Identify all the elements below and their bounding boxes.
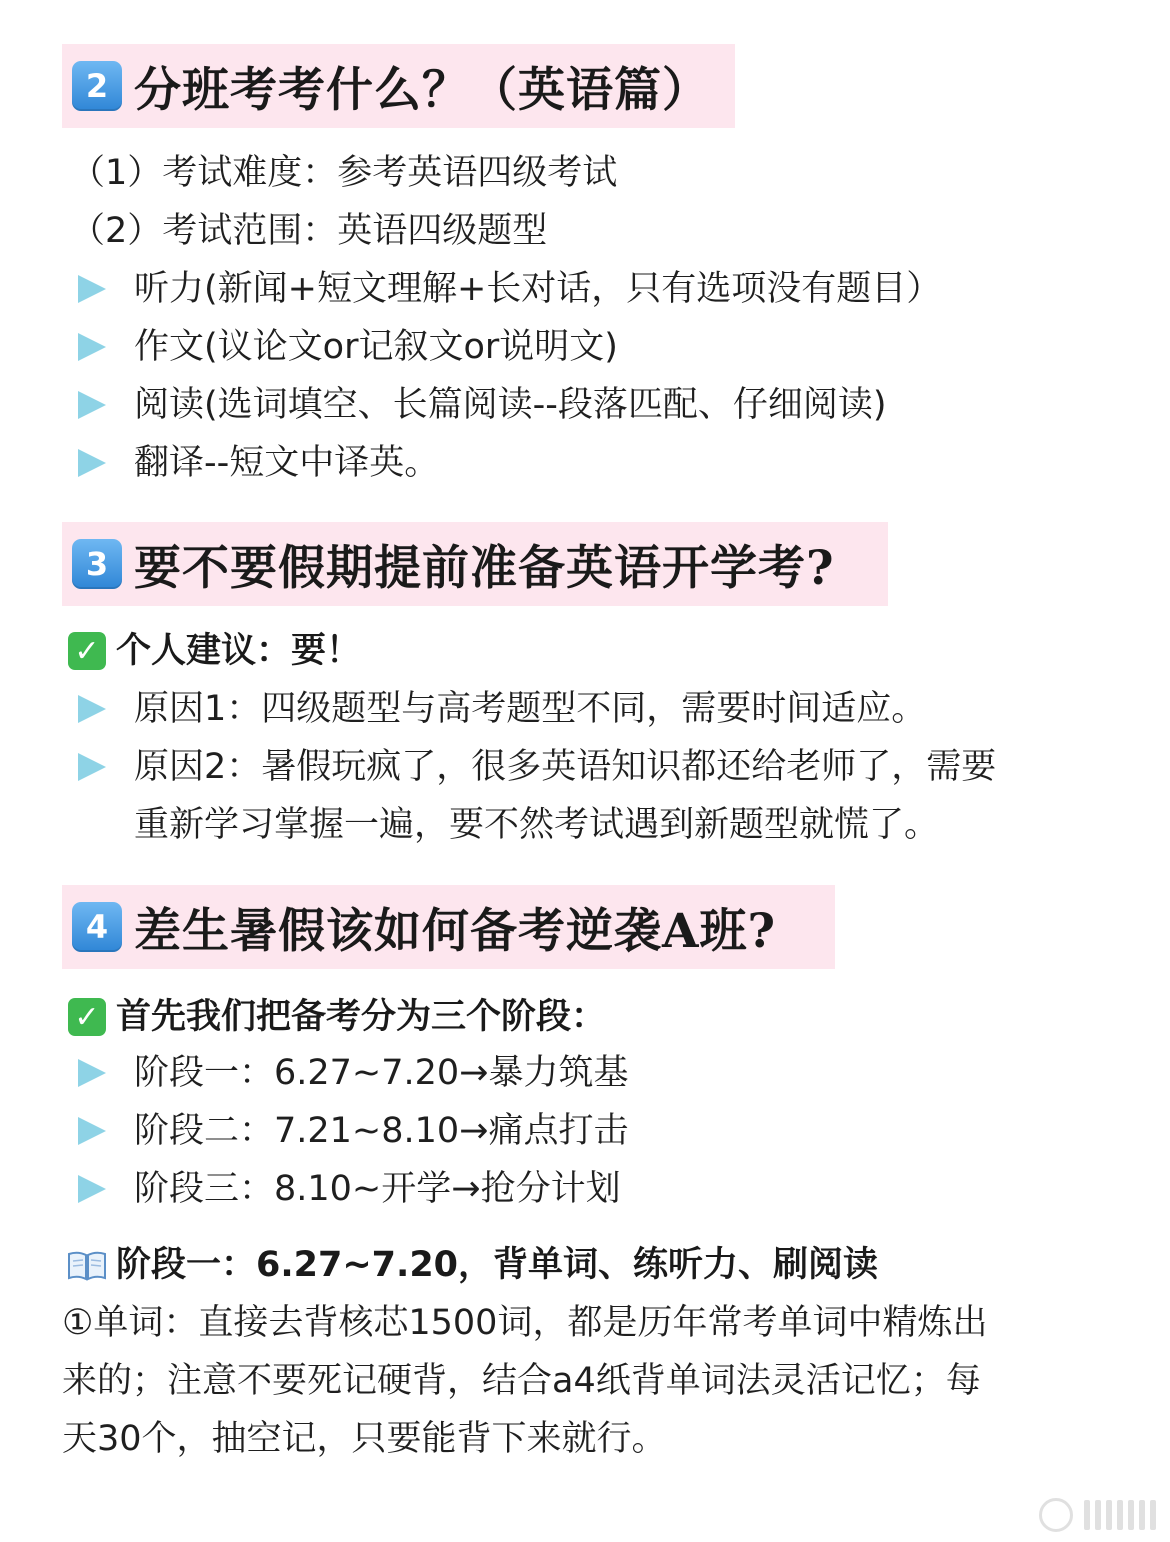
exam-scope-line: （2）考试范围：英语四级题型	[70, 211, 548, 251]
list-item-text: 听力(新闻+短文理解+长对话，只有选项没有题目）	[134, 269, 942, 309]
vocab-paragraph-line-1: ①单词：直接去背核芯1500词，都是历年常考单词中精炼出	[62, 1303, 988, 1343]
check-mark-button-icon: ✓	[68, 998, 106, 1036]
list-item-text: 阶段二：7.21~8.10→痛点打击	[134, 1111, 629, 1151]
open-book-icon	[66, 1248, 108, 1282]
list-item-text: 原因1：四级题型与高考题型不同，需要时间适应。	[134, 689, 927, 729]
list-item	[78, 318, 618, 376]
list-item-text: 翻译--短文中译英。	[134, 443, 440, 483]
keycap-2-icon: 2	[72, 61, 122, 111]
list-item-text: 阶段一：6.27~7.20→暴力筑基	[134, 1053, 629, 1093]
triangle-bullet-icon	[78, 695, 106, 723]
list-item-text: 原因2：暑假玩疯了，很多英语知识都还给老师了，需要	[134, 747, 997, 787]
triangle-bullet-icon	[78, 1175, 106, 1203]
list-item-text: 阶段三：8.10~开学→抢分计划	[134, 1169, 621, 1209]
list-item	[78, 1044, 629, 1102]
check-mark-button-icon: ✓	[68, 632, 106, 670]
watermark-logo-icon	[1039, 1498, 1156, 1532]
suggestion-label: 个人建议：要！	[116, 631, 362, 671]
stages-intro-row	[68, 988, 606, 1046]
list-item	[78, 376, 887, 434]
suggestion-row	[68, 622, 361, 680]
section-header-3	[62, 522, 888, 606]
vocab-paragraph-line-3: 天30个，抽空记，只要能背下来就行。	[62, 1419, 667, 1459]
section-title-2: 分班考考什么？（英语篇）	[134, 62, 710, 118]
list-item	[78, 680, 926, 738]
list-item-continuation: 重新学习掌握一遍，要不然考试遇到新题型就慌了。	[134, 805, 940, 845]
list-item	[78, 1160, 621, 1218]
list-item	[78, 1102, 629, 1160]
stage-one-heading: 阶段一：6.27~7.20，背单词、练听力、刷阅读	[116, 1245, 879, 1285]
triangle-bullet-icon	[78, 449, 106, 477]
triangle-bullet-icon	[78, 275, 106, 303]
triangle-bullet-icon	[78, 1059, 106, 1087]
triangle-bullet-icon	[78, 333, 106, 361]
keycap-4-icon: 4	[72, 902, 122, 952]
list-item	[78, 738, 996, 796]
list-item	[78, 260, 941, 318]
keycap-3-icon: 3	[72, 539, 122, 589]
triangle-bullet-icon	[78, 753, 106, 781]
section-header-4	[62, 885, 835, 969]
list-item	[78, 434, 439, 492]
list-item-text: 阅读(选词填空、长篇阅读--段落匹配、仔细阅读)	[134, 385, 887, 425]
section-header-2	[62, 44, 735, 128]
triangle-bullet-icon	[78, 391, 106, 419]
list-item-text: 作文(议论文or记叙文or说明文)	[134, 327, 618, 367]
triangle-bullet-icon	[78, 1117, 106, 1145]
vocab-paragraph-line-2: 来的；注意不要死记硬背，结合a4纸背单词法灵活记忆；每	[62, 1361, 981, 1401]
exam-difficulty-line: （1）考试难度：参考英语四级考试	[70, 153, 618, 193]
section-title-4: 差生暑假该如何备考逆袭A班?	[134, 903, 777, 959]
stages-intro-label: 首先我们把备考分为三个阶段：	[116, 997, 607, 1037]
stage-one-heading-row	[66, 1236, 878, 1294]
section-title-3: 要不要假期提前准备英语开学考?	[134, 540, 835, 596]
